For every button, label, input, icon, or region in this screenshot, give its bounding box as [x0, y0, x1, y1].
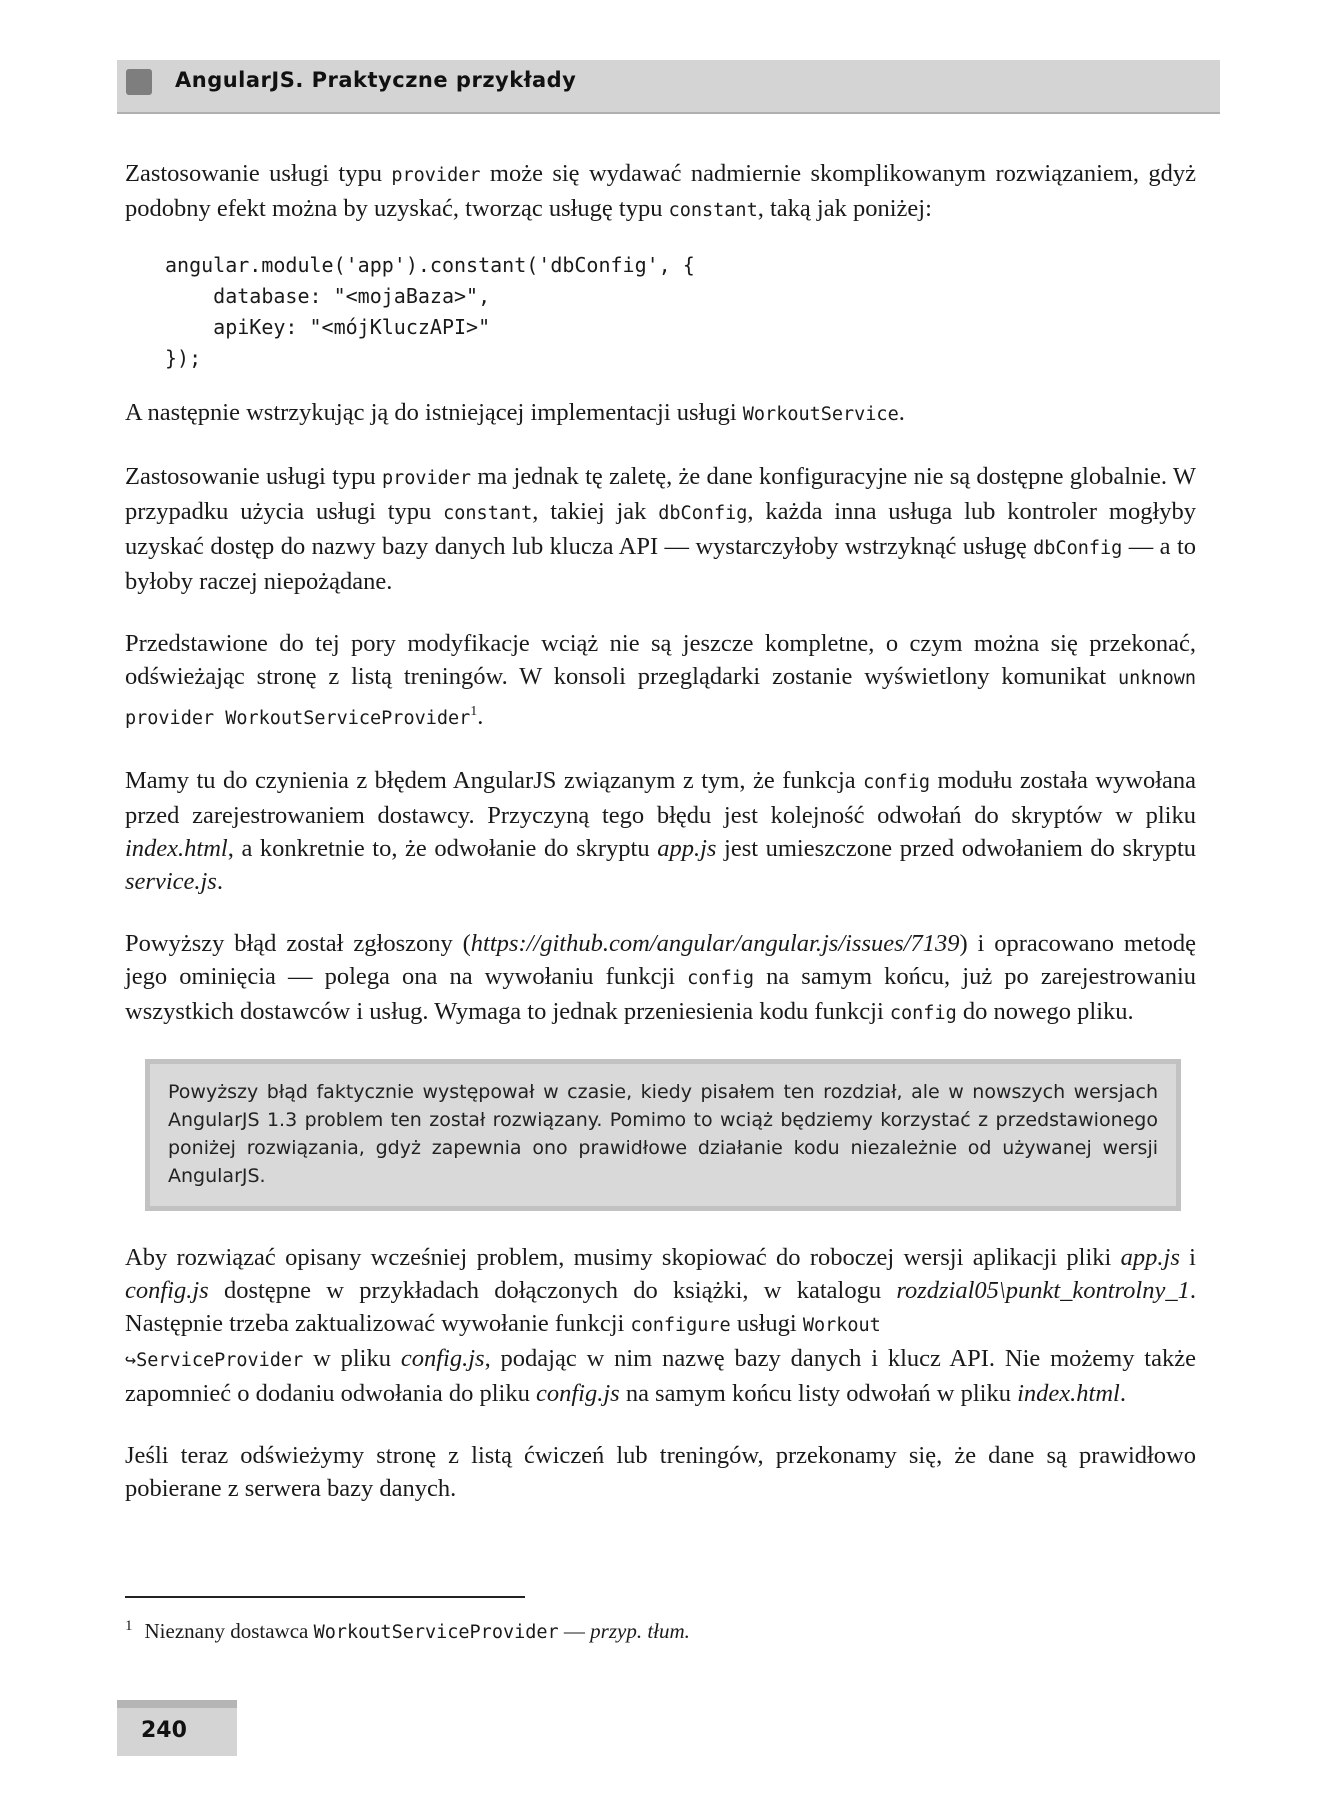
text: — a to byłoby raczej niepożądane. — [125, 533, 1197, 595]
text: Przedstawione do tej pory modyfikacje wciąż nie są jeszcze kompletne, o czym można się przekonać, odświeżając stronę z listą treningów. W konsoli przeglądarki zostanie wyświetlony komunikat — [125, 630, 1196, 690]
footnote-divider — [125, 1596, 525, 1598]
inline-code: ↪ServiceProvider — [125, 1350, 304, 1372]
paragraph-1 — [125, 157, 1196, 227]
text: A następnie wstrzykując ją do istniejącej implementacji usługi — [125, 399, 743, 426]
paragraph-6 — [125, 927, 1196, 1030]
text: ) i opracowano metodę jego ominięcia — polega ona na wywołaniu funkcji — [125, 930, 1196, 991]
text: Powyższy błąd został zgłoszony ( — [125, 930, 471, 958]
text: , takiej jak — [532, 498, 659, 525]
footnote — [125, 1612, 690, 1647]
text: Mamy tu do czynienia z błędem AngularJS związanym z tym, że funkcja — [125, 767, 864, 795]
running-header — [117, 60, 1220, 114]
header-marker — [126, 69, 152, 95]
text: Aby rozwiązać opisany wcześniej problem, musimy skopiować do roboczej wersji aplikacji pliki — [125, 1244, 1121, 1272]
text: Nieznany dostawca — [144, 1619, 314, 1643]
text: — — [558, 1619, 591, 1643]
text: modułu została wywołana przed zarejestrowaniem dostawcy. Przyczyną tego błędu jest kolejność odwołań do skryptów w pliku — [125, 767, 1197, 830]
inline-code: dbConfig — [658, 503, 748, 524]
text: . — [216, 868, 223, 896]
page-number: 240 — [141, 1718, 187, 1743]
text: , każda inna usługa lub kontroler mogłyby uzyskać dostęp do nazwy bazy danych lub klucza API — wystarczyłoby wstrzyknąć usługę — [125, 498, 1196, 560]
filename: app.js — [1120, 1244, 1180, 1272]
directory-path: rozdzial05\punkt_kontrolny_1 — [896, 1277, 1190, 1305]
text: na samym końcu listy odwołań w pliku — [619, 1380, 1018, 1408]
text: do nowego pliku. — [956, 998, 1134, 1026]
text: jest umieszczone przed odwołaniem do skryptu — [716, 835, 1196, 863]
text: . Następnie trzeba zaktualizować wywołanie funkcji — [125, 1277, 1196, 1338]
filename: config.js — [535, 1380, 620, 1408]
text: . — [898, 399, 905, 426]
filename: config.js — [125, 1277, 209, 1305]
inline-code: config — [889, 1003, 957, 1025]
issue-link[interactable]: https://github.com/angular/angular.js/issues/7139 — [470, 930, 960, 958]
paragraph-8 — [125, 1439, 1196, 1505]
note-box: Powyższy błąd faktycznie występował w czasie, kiedy pisałem ten rozdział, ale w nowszych wersjach AngularJS 1.3 problem ten został rozwiązany. Pomimo to wciąż będziemy korzystać z przedstawionego poniżej rozwiązania, gdyż zapewnia ono prawidłowe działanie kodu niezależnie od używanej wersji AngularJS. — [145, 1059, 1181, 1211]
text: , a konkretnie to, że odwołanie do skryptu — [227, 835, 658, 863]
inline-code: provider — [391, 165, 481, 186]
page-number-box — [117, 1700, 237, 1756]
paragraph-3 — [125, 460, 1196, 598]
paragraph-2 — [125, 396, 1196, 431]
paragraph-5 — [125, 764, 1196, 898]
translator-note: przyp. tłum. — [590, 1619, 690, 1643]
inline-code: WorkoutServiceProvider — [313, 1622, 559, 1643]
text: . — [1119, 1380, 1126, 1408]
text: Jeśli teraz odświeżymy stronę z listą ćwiczeń lub treningów, przekonamy się, że dane są prawidłowo pobierane z serwera bazy danych. — [125, 1442, 1196, 1503]
filename: service.js — [125, 868, 217, 896]
text: Zastosowanie usługi typu — [125, 463, 382, 490]
inline-code: constant — [443, 503, 533, 524]
text: , taką jak poniżej: — [757, 195, 932, 222]
book-title: AngularJS. Praktyczne przykłady — [175, 68, 577, 92]
text: usługi — [730, 1310, 803, 1338]
text: i — [1179, 1244, 1196, 1272]
text: Zastosowanie usługi typu — [125, 160, 392, 187]
footnote-number: 1 — [125, 1618, 133, 1634]
paragraph-7 — [125, 1241, 1196, 1410]
inline-code: dbConfig — [1033, 538, 1123, 559]
paragraph-4 — [125, 627, 1196, 735]
inline-code: config — [863, 772, 930, 794]
inline-code: constant — [668, 200, 758, 221]
code-listing: angular.module('app').constant('dbConfig', { database: "<mojaBaza>", apiKey: "<mójKluczAPI>" }); — [165, 253, 695, 370]
inline-code: Workout — [802, 1315, 881, 1337]
text: ma jednak tę zaletę, że dane konfiguracyjne nie są dostępne globalnie. W przypadku użycia usługi typu — [125, 463, 1196, 525]
filename: config.js — [400, 1345, 485, 1373]
filename: app.js — [657, 835, 717, 863]
text: na samym końcu, już po zarejestrowaniu wszystkich dostawców i usług. Wymaga to jednak przeniesienia kodu funkcji — [125, 963, 1196, 1026]
text: w pliku — [303, 1345, 401, 1373]
filename: index.html — [125, 835, 228, 863]
footnote-ref[interactable]: 1 — [470, 704, 478, 719]
text: , podając w nim nazwę bazy danych i klucz API. Nie możemy także zapomnieć o dodaniu odwołania do pliku — [125, 1345, 1196, 1408]
text: dostępne w przykładach dołączonych do książki, w katalogu — [208, 1277, 897, 1305]
filename: index.html — [1017, 1380, 1120, 1408]
text: . — [477, 703, 484, 731]
inline-code: unknown provider WorkoutServiceProvider — [125, 668, 1196, 730]
page-body — [125, 157, 1196, 1534]
inline-code: provider — [381, 468, 472, 489]
inline-code: configure — [630, 1315, 731, 1337]
inline-code: config — [687, 968, 754, 990]
text: może się wydawać nadmiernie skomplikowanym rozwiązaniem, gdyż podobny efekt można by uzyskać, tworząc usługę typu — [125, 160, 1196, 222]
inline-code: WorkoutService — [742, 404, 899, 425]
